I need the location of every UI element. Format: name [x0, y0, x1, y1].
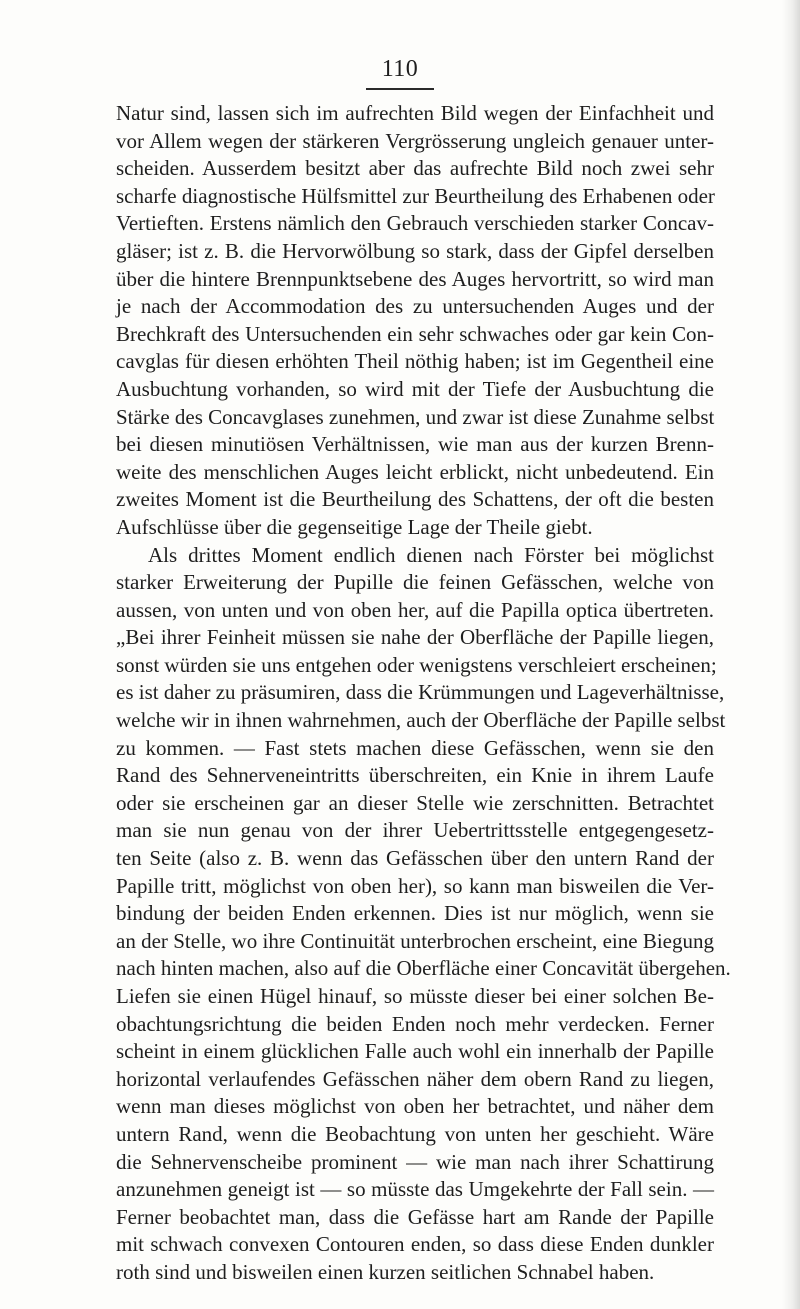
text-line: sonst würden sie uns entgehen oder wenigstens verschleiert erscheinen;	[116, 652, 717, 677]
page-number: 110	[381, 56, 419, 82]
text-line: wenn man dieses möglichst von oben her betrachtet, und näher dem	[116, 1094, 714, 1119]
text-line: horizontal verlaufendes Gefässchen näher dem obern Rand zu liegen,	[116, 1066, 714, 1091]
text-line: Rand des Sehnerveneintritts überschreiten, ein Knie in ihrem Laufe	[116, 763, 714, 788]
text-line: zu kommen. — Fast stets machen diese Gefässchen, wenn sie den	[116, 735, 714, 760]
text-line: nach hinten machen, also auf die Oberfläche einer Concavität übergehen.	[116, 956, 731, 981]
text-line: man sie nun genau von der ihrer Uebertrittsstelle entgegengesetz-	[116, 818, 714, 843]
text-line: Stärke des Concavglases zunehmen, und zwar ist diese Zunahme selbst	[116, 404, 715, 429]
text-line: zweites Moment ist die Beurtheilung des Schattens, der oft die besten	[116, 487, 714, 512]
text-line: aussen, von unten und von oben her, auf die Papilla optica übertreten.	[116, 597, 714, 622]
text-line: welche wir in ihnen wahrnehmen, auch der Oberfläche der Papille selbst	[116, 708, 726, 733]
text-line: über die hintere Brennpunktsebene des Auges hervortritt, so wird man	[116, 266, 714, 291]
text-line: bei diesen minutiösen Verhältnissen, wie man aus der kurzen Brenn-	[116, 432, 714, 457]
text-line: Ferner beobachtet man, dass die Gefässe hart am Rande der Papille	[116, 1204, 714, 1229]
text-line: roth sind und bisweilen einen kurzen seitlichen Schnabel haben.	[116, 1259, 655, 1284]
text-line: scharfe diagnostische Hülfsmittel zur Beurtheilung des Erhabenen oder	[116, 183, 715, 208]
text-line: Liefen sie einen Hügel hinauf, so müsste dieser bei einer solchen Be-	[116, 984, 714, 1008]
text-line: Brechkraft des Untersuchenden ein sehr schwaches oder gar kein Con-	[116, 321, 714, 346]
text-line: an der Stelle, wo ihre Continuität unterbrochen erscheint, eine Biegung	[116, 928, 714, 953]
text-line: scheint in einem glücklichen Falle auch wohl ein innerhalb der Papille	[116, 1039, 714, 1064]
text-line: weite des menschlichen Auges leicht erblickt, nicht unbedeutend. Ein	[116, 459, 714, 484]
text-line: Ausbuchtung vorhanden, so wird mit der Tiefe der Ausbuchtung die	[116, 376, 714, 401]
text-line: Natur sind, lassen sich im aufrechten Bild wegen der Einfachheit und	[116, 101, 714, 125]
page-edge-shadow	[782, 0, 800, 1309]
text-line: mit schwach convexen Contouren enden, so dass diese Enden dunkler	[116, 1232, 714, 1257]
text-line: anzunehmen geneigt ist — so müsste das Umgekehrte der Fall sein. —	[116, 1177, 714, 1202]
text-line: je nach der Accommodation des zu untersuchenden Auges und der	[116, 294, 714, 319]
text-line: „Bei ihrer Feinheit müssen sie nahe der Oberfläche der Papille liegen,	[116, 625, 714, 650]
text-line: untern Rand, wenn die Beobachtung von unten her geschieht. Wäre	[116, 1121, 714, 1146]
text-line: obachtungsrichtung die beiden Enden noch mehr verdecken. Ferner	[116, 1011, 714, 1036]
text-line: die Sehnervenscheibe prominent — wie man nach ihrer Schattirung	[116, 1149, 714, 1174]
text-line: vor Allem wegen der stärkeren Vergrösserung ungleich genauer unter-	[116, 128, 714, 153]
body-text	[116, 100, 731, 1287]
text-line: scheiden. Ausserdem besitzt aber das aufrechte Bild noch zwei sehr	[116, 156, 714, 181]
page-number-underline	[366, 88, 434, 90]
text-line: cavglas für diesen erhöhten Theil nöthig haben; ist im Gegentheil eine	[116, 349, 714, 374]
text-line: ten Seite (also z. B. wenn das Gefässchen über den untern Rand der	[116, 846, 714, 871]
text-line: starker Erweiterung der Pupille die feinen Gefässchen, welche von	[116, 570, 714, 595]
text-line: oder sie erscheinen gar an dieser Stelle wie zerschnitten. Betrachtet	[116, 790, 714, 815]
text-line: bindung der beiden Enden erkennen. Dies ist nur möglich, wenn sie	[116, 901, 714, 926]
text-line: gläser; ist z. B. die Hervorwölbung so stark, dass der Gipfel derselben	[116, 238, 714, 263]
text-line: Papille tritt, möglichst von oben her), so kann man bisweilen die Ver-	[116, 873, 714, 898]
text-line: Vertieften. Erstens nämlich den Gebrauch verschieden starker Concav-	[116, 211, 714, 236]
text-line-paragraph-start: Als drittes Moment endlich dienen nach Förster bei möglichst	[148, 542, 714, 567]
text-line: Aufschlüsse über die gegenseitige Lage der Theile giebt.	[116, 514, 593, 539]
text-line: es ist daher zu präsumiren, dass die Krümmungen und Lageverhältnisse,	[116, 680, 725, 705]
